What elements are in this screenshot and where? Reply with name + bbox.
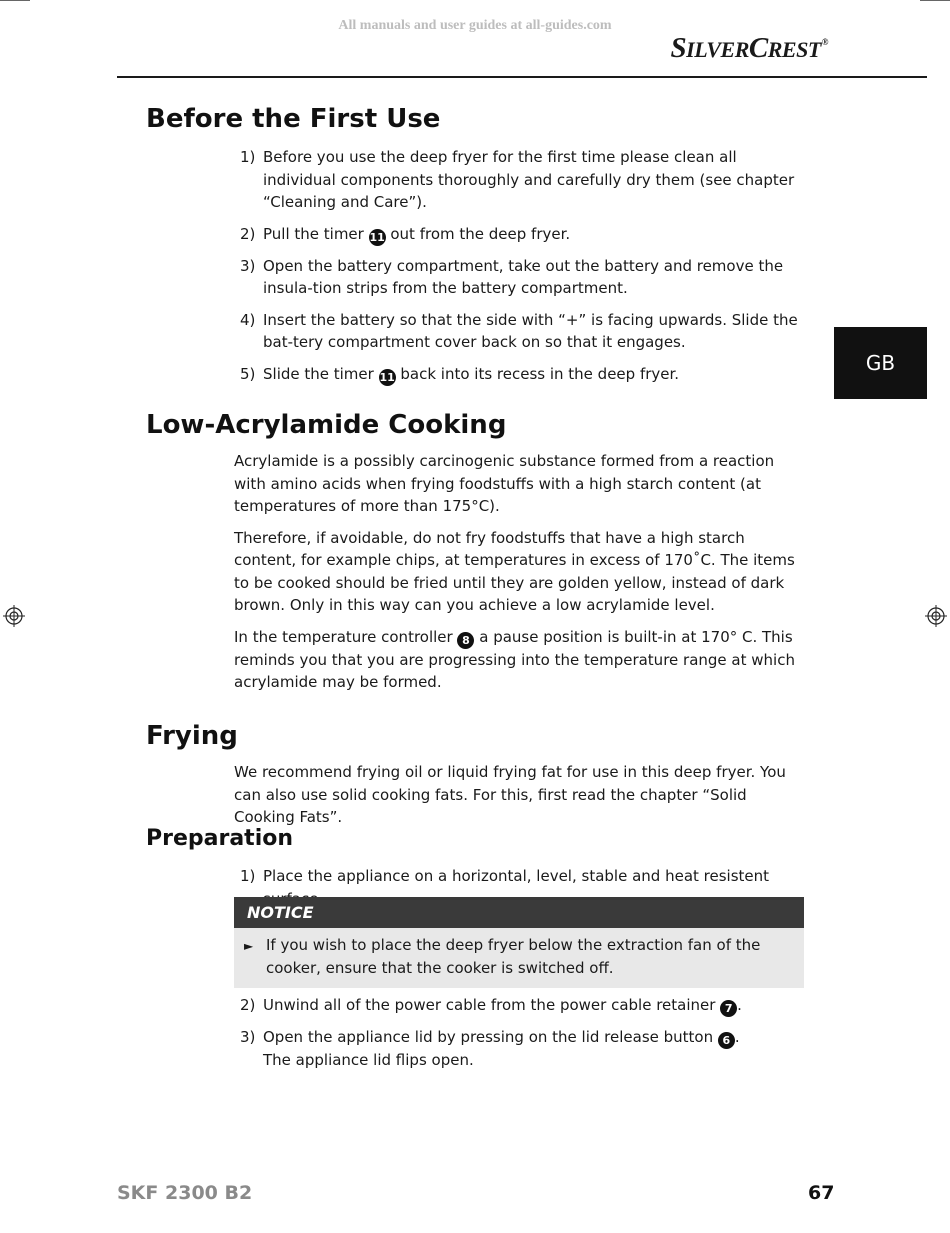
list-item: 3) Open the appliance lid by pressing on the lid release button 6 . The appliance lid flips open. bbox=[240, 1028, 740, 1069]
registration-mark-icon bbox=[925, 605, 947, 627]
heading-frying: Frying bbox=[146, 721, 238, 751]
paragraph: In the temperature controller 8 a pause position is built-in at 170° C. This reminds you that you are progressing into the temperature range at which acrylamide may be formed. bbox=[234, 627, 795, 691]
list-item: 1) Before you use the deep fryer for the first time please clean all individual components thoroughly and carefully dry them (see chapter “Cleaning and Care”). bbox=[240, 148, 795, 211]
watermark: All manuals and user guides at all-guides.com bbox=[338, 18, 612, 33]
footer-model-number: SKF 2300 B2 bbox=[117, 1182, 253, 1204]
notice-content bbox=[234, 928, 804, 988]
notice-box bbox=[234, 897, 804, 988]
heading-preparation: Preparation bbox=[146, 826, 294, 851]
registration-mark-icon bbox=[3, 605, 25, 627]
frying-body bbox=[234, 761, 804, 838]
reference-number-badge: 6 bbox=[718, 1032, 735, 1049]
list-item: 3) Open the battery compartment, take out the battery and remove the insula-tion strips from the battery compartment. bbox=[240, 256, 784, 297]
crop-mark-right bbox=[920, 0, 950, 1]
notice-text: If you wish to place the deep fryer below the extraction fan of the cooker, ensure that the cooker is switched off. bbox=[266, 936, 761, 977]
reference-number-badge: 11 bbox=[379, 370, 395, 384]
reference-number-badge: 8 bbox=[457, 632, 474, 649]
list-item: 5) Slide the timer 11 back into its recess in the deep fryer. bbox=[240, 364, 680, 384]
paragraph: Therefore, if avoidable, do not fry foodstuffs that have a high starch content, for example chips, at temperatures in excess of 170˚C. The items to be cooked should be fried until they are golden yellow, instead of dark brown. Only in this way can you achieve a low acrylamide level. bbox=[234, 528, 795, 614]
arrow-right-icon: ► bbox=[244, 939, 254, 953]
before-first-use-steps bbox=[234, 146, 804, 395]
list-item: 4) Insert the battery so that the side with “+” is facing upwards. Slide the bat-tery compartment cover back on so that it engages. bbox=[240, 310, 798, 351]
list-item: 2) Pull the timer 11 out from the deep fryer. bbox=[240, 224, 571, 244]
language-tab bbox=[834, 327, 927, 399]
brand-logo: SILVERCREST® bbox=[670, 32, 828, 64]
list-item: 2) Unwind all of the power cable from the power cable retainer 7 . bbox=[240, 996, 742, 1015]
language-tab-label: GB bbox=[865, 351, 896, 375]
paragraph: We recommend frying oil or liquid frying fat for use in this deep fryer. You can also use solid cooking fats. For this, first read the chapter “Solid Cooking Fats”. bbox=[234, 763, 786, 826]
heading-low-acrylamide: Low-Acrylamide Cooking bbox=[146, 410, 507, 440]
heading-before-first-use: Before the First Use bbox=[146, 104, 441, 134]
notice-title: NOTICE bbox=[234, 897, 804, 928]
page-number: 67 bbox=[808, 1182, 835, 1204]
preparation-steps-2-3 bbox=[234, 994, 804, 1081]
acrylamide-body bbox=[234, 450, 804, 703]
reference-number-badge: 11 bbox=[369, 230, 385, 244]
paragraph: Acrylamide is a possibly carcinogenic substance formed from a reaction with amino acids when frying foodstuffs with a high starch content (at temperatures of more than 175°C). bbox=[234, 452, 775, 515]
crop-mark-left bbox=[0, 0, 30, 1]
list-item: 1) Place the appliance on a horizontal, level, stable and heat resistent bbox=[240, 867, 770, 885]
header-rule bbox=[117, 76, 927, 78]
reference-number-badge: 7 bbox=[720, 1000, 737, 1017]
